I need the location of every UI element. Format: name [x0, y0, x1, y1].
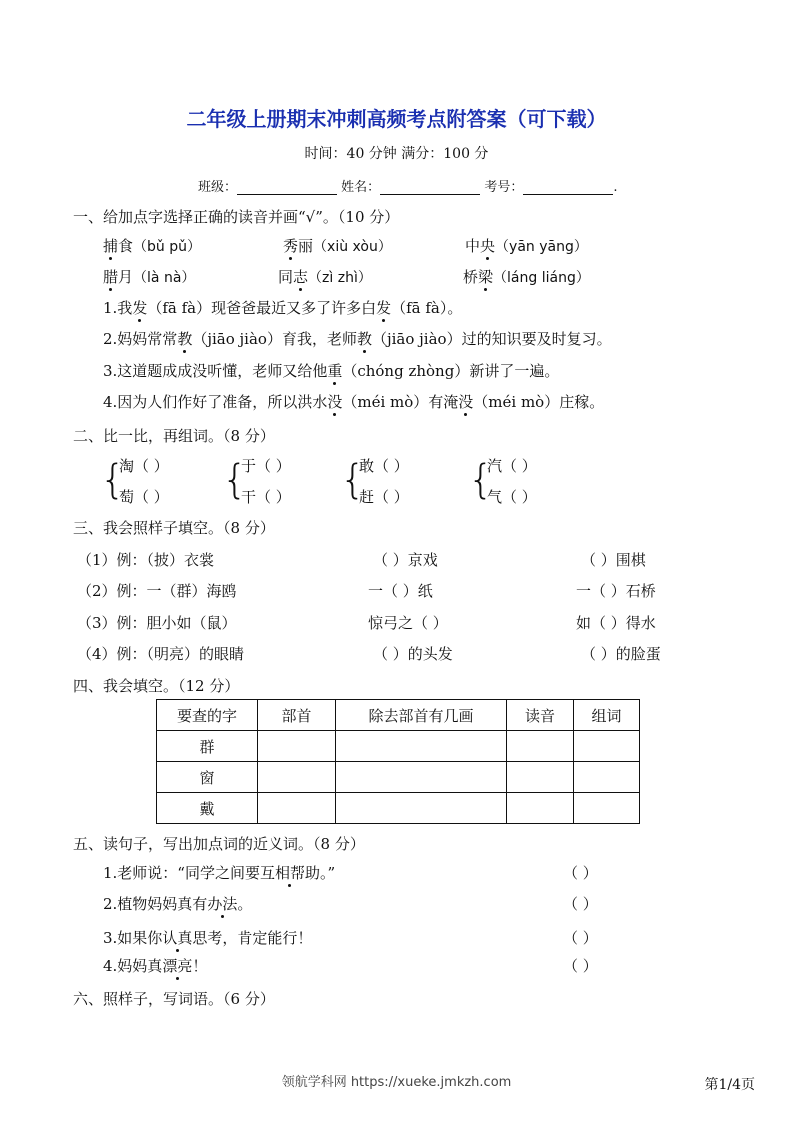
character-lookup-table [156, 699, 640, 824]
s1-question-3: 3.这道题成成没听懂，老师又给他重（chóng zhòng）新讲了一遍。 [103, 362, 560, 380]
s1-row2-item2: 同志（zì zhì） [278, 268, 372, 286]
table-cell-char: 窗 [157, 762, 258, 793]
table-cell-input[interactable] [507, 731, 574, 762]
table-cell-input[interactable] [258, 731, 336, 762]
s2-pair4-top: 汽（ ） [487, 457, 537, 475]
s2-pair2-bottom: 干（ ） [241, 488, 291, 506]
student-info-row [198, 176, 617, 195]
s3-row2-example: （2）例：一（群）海鸥 [77, 582, 237, 600]
table-header: 要查的字 [157, 700, 258, 731]
table-cell-input[interactable] [507, 793, 574, 824]
s1-question-2: 2.妈妈常常教（jiāo jiào）育我，老师教（jiāo jiào）过的知识要及时复习。 [103, 330, 612, 348]
name-blank[interactable] [380, 194, 480, 195]
brace-icon: { [468, 457, 494, 503]
table-cell-input[interactable] [336, 793, 507, 824]
class-label: 班级： [198, 180, 238, 195]
brace-icon: { [100, 457, 126, 503]
s3-row2-blank-b: 一（ ）石桥 [576, 582, 656, 600]
s3-row1-blank-a: （ ）京戏 [373, 551, 438, 569]
section-3-heading: 三、我会照样子填空。（8 分） [73, 519, 275, 537]
s2-pair2-top: 于（ ） [241, 457, 291, 475]
s5-answer-blank-2[interactable]: （ ） [563, 895, 598, 913]
s5-answer-blank-4[interactable]: （ ） [563, 957, 598, 975]
s2-pair1-bottom: 萄（ ） [119, 488, 169, 506]
s3-row4-example: （4）例：（明亮）的眼睛 [77, 645, 245, 663]
table-cell-input[interactable] [258, 793, 336, 824]
section-5-heading: 五、读句子，写出加点词的近义词。（8 分） [73, 835, 365, 853]
table-cell-input[interactable] [507, 762, 574, 793]
s5-answer-blank-3[interactable]: （ ） [563, 929, 598, 947]
s3-row4-blank-b: （ ）的脸蛋 [581, 645, 661, 663]
table-cell-input[interactable] [574, 731, 640, 762]
s1-row2-item1: 腊月（là nà） [103, 268, 196, 286]
table-row [157, 762, 640, 793]
exam-time-score: 时间：40 分钟 满分：100 分 [304, 146, 489, 162]
s2-pair3-bottom: 赶（ ） [359, 488, 409, 506]
s2-pair3-top: 敢（ ） [359, 457, 409, 475]
section-2-heading: 二、比一比，再组词。（8 分） [73, 427, 275, 445]
table-header: 除去部首有几画 [336, 700, 507, 731]
brace-icon: { [340, 457, 366, 503]
s1-row2-item3: 桥梁（láng liáng） [463, 268, 590, 286]
brace-icon: { [222, 457, 248, 503]
s3-row3-example: （3）例：胆小如（鼠） [77, 614, 237, 632]
s2-pair1-top: 淘（ ） [119, 457, 169, 475]
s5-question-1: 1.老师说：“同学之间要互相帮助。” [103, 864, 336, 882]
s3-row2-blank-a: 一（ ）纸 [368, 582, 433, 600]
footer-watermark: 领航学科网 https://xueke.jmkzh.com [281, 1075, 512, 1090]
section-1-heading: 一、给加点字选择正确的读音并画“√”。（10 分） [73, 208, 400, 226]
table-header: 组词 [574, 700, 640, 731]
page-title: 二年级上册期末冲刺高频考点附答案（可下载） [186, 107, 607, 131]
table-cell-input[interactable] [574, 762, 640, 793]
s1-question-1: 1.我发（fā fà）现爸爸最近又多了许多白发（fā fà）。 [103, 299, 463, 317]
s3-row1-example: （1）例：（披）衣裳 [77, 551, 215, 569]
s3-row1-blank-b: （ ）围棋 [581, 551, 646, 569]
table-cell-input[interactable] [336, 731, 507, 762]
s5-question-3: 3.如果你认真思考，肯定能行！ [103, 929, 313, 947]
page-number: 第1/4页 [704, 1077, 755, 1093]
class-blank[interactable] [237, 194, 337, 195]
s5-answer-blank-1[interactable]: （ ） [563, 864, 598, 882]
end-mark: . [613, 180, 618, 195]
s5-question-2: 2.植物妈妈真有办法。 [103, 895, 253, 913]
id-label: 考号： [484, 180, 524, 195]
table-cell-input[interactable] [258, 762, 336, 793]
table-cell-input[interactable] [336, 762, 507, 793]
s1-row1-item2: 秀丽（xiù xòu） [283, 237, 392, 255]
name-label: 姓名： [341, 180, 381, 195]
s3-row3-blank-a: 惊弓之（ ） [368, 614, 448, 632]
table-row [157, 793, 640, 824]
section-6-heading: 六、照样子，写词语。（6 分） [73, 990, 275, 1008]
s1-row1-item1: 捕食（bǔ pǔ） [103, 237, 202, 255]
id-blank[interactable] [523, 194, 613, 195]
table-header-row [157, 700, 640, 731]
s3-row3-blank-b: 如（ ）得水 [576, 614, 656, 632]
table-header: 部首 [258, 700, 336, 731]
s5-question-4: 4.妈妈真漂亮！ [103, 957, 208, 975]
section-4-heading: 四、我会填空。（12 分） [73, 677, 240, 695]
s2-pair4-bottom: 气（ ） [487, 488, 537, 506]
table-cell-char: 群 [157, 731, 258, 762]
s1-question-4: 4.因为人们作好了准备，所以洪水没（méi mò）有淹没（méi mò）庄稼。 [103, 393, 605, 411]
table-cell-input[interactable] [574, 793, 640, 824]
s3-row4-blank-a: （ ）的头发 [373, 645, 453, 663]
table-cell-char: 戴 [157, 793, 258, 824]
table-row [157, 731, 640, 762]
s1-row1-item3: 中央（yān yāng） [465, 237, 588, 255]
table-header: 读音 [507, 700, 574, 731]
